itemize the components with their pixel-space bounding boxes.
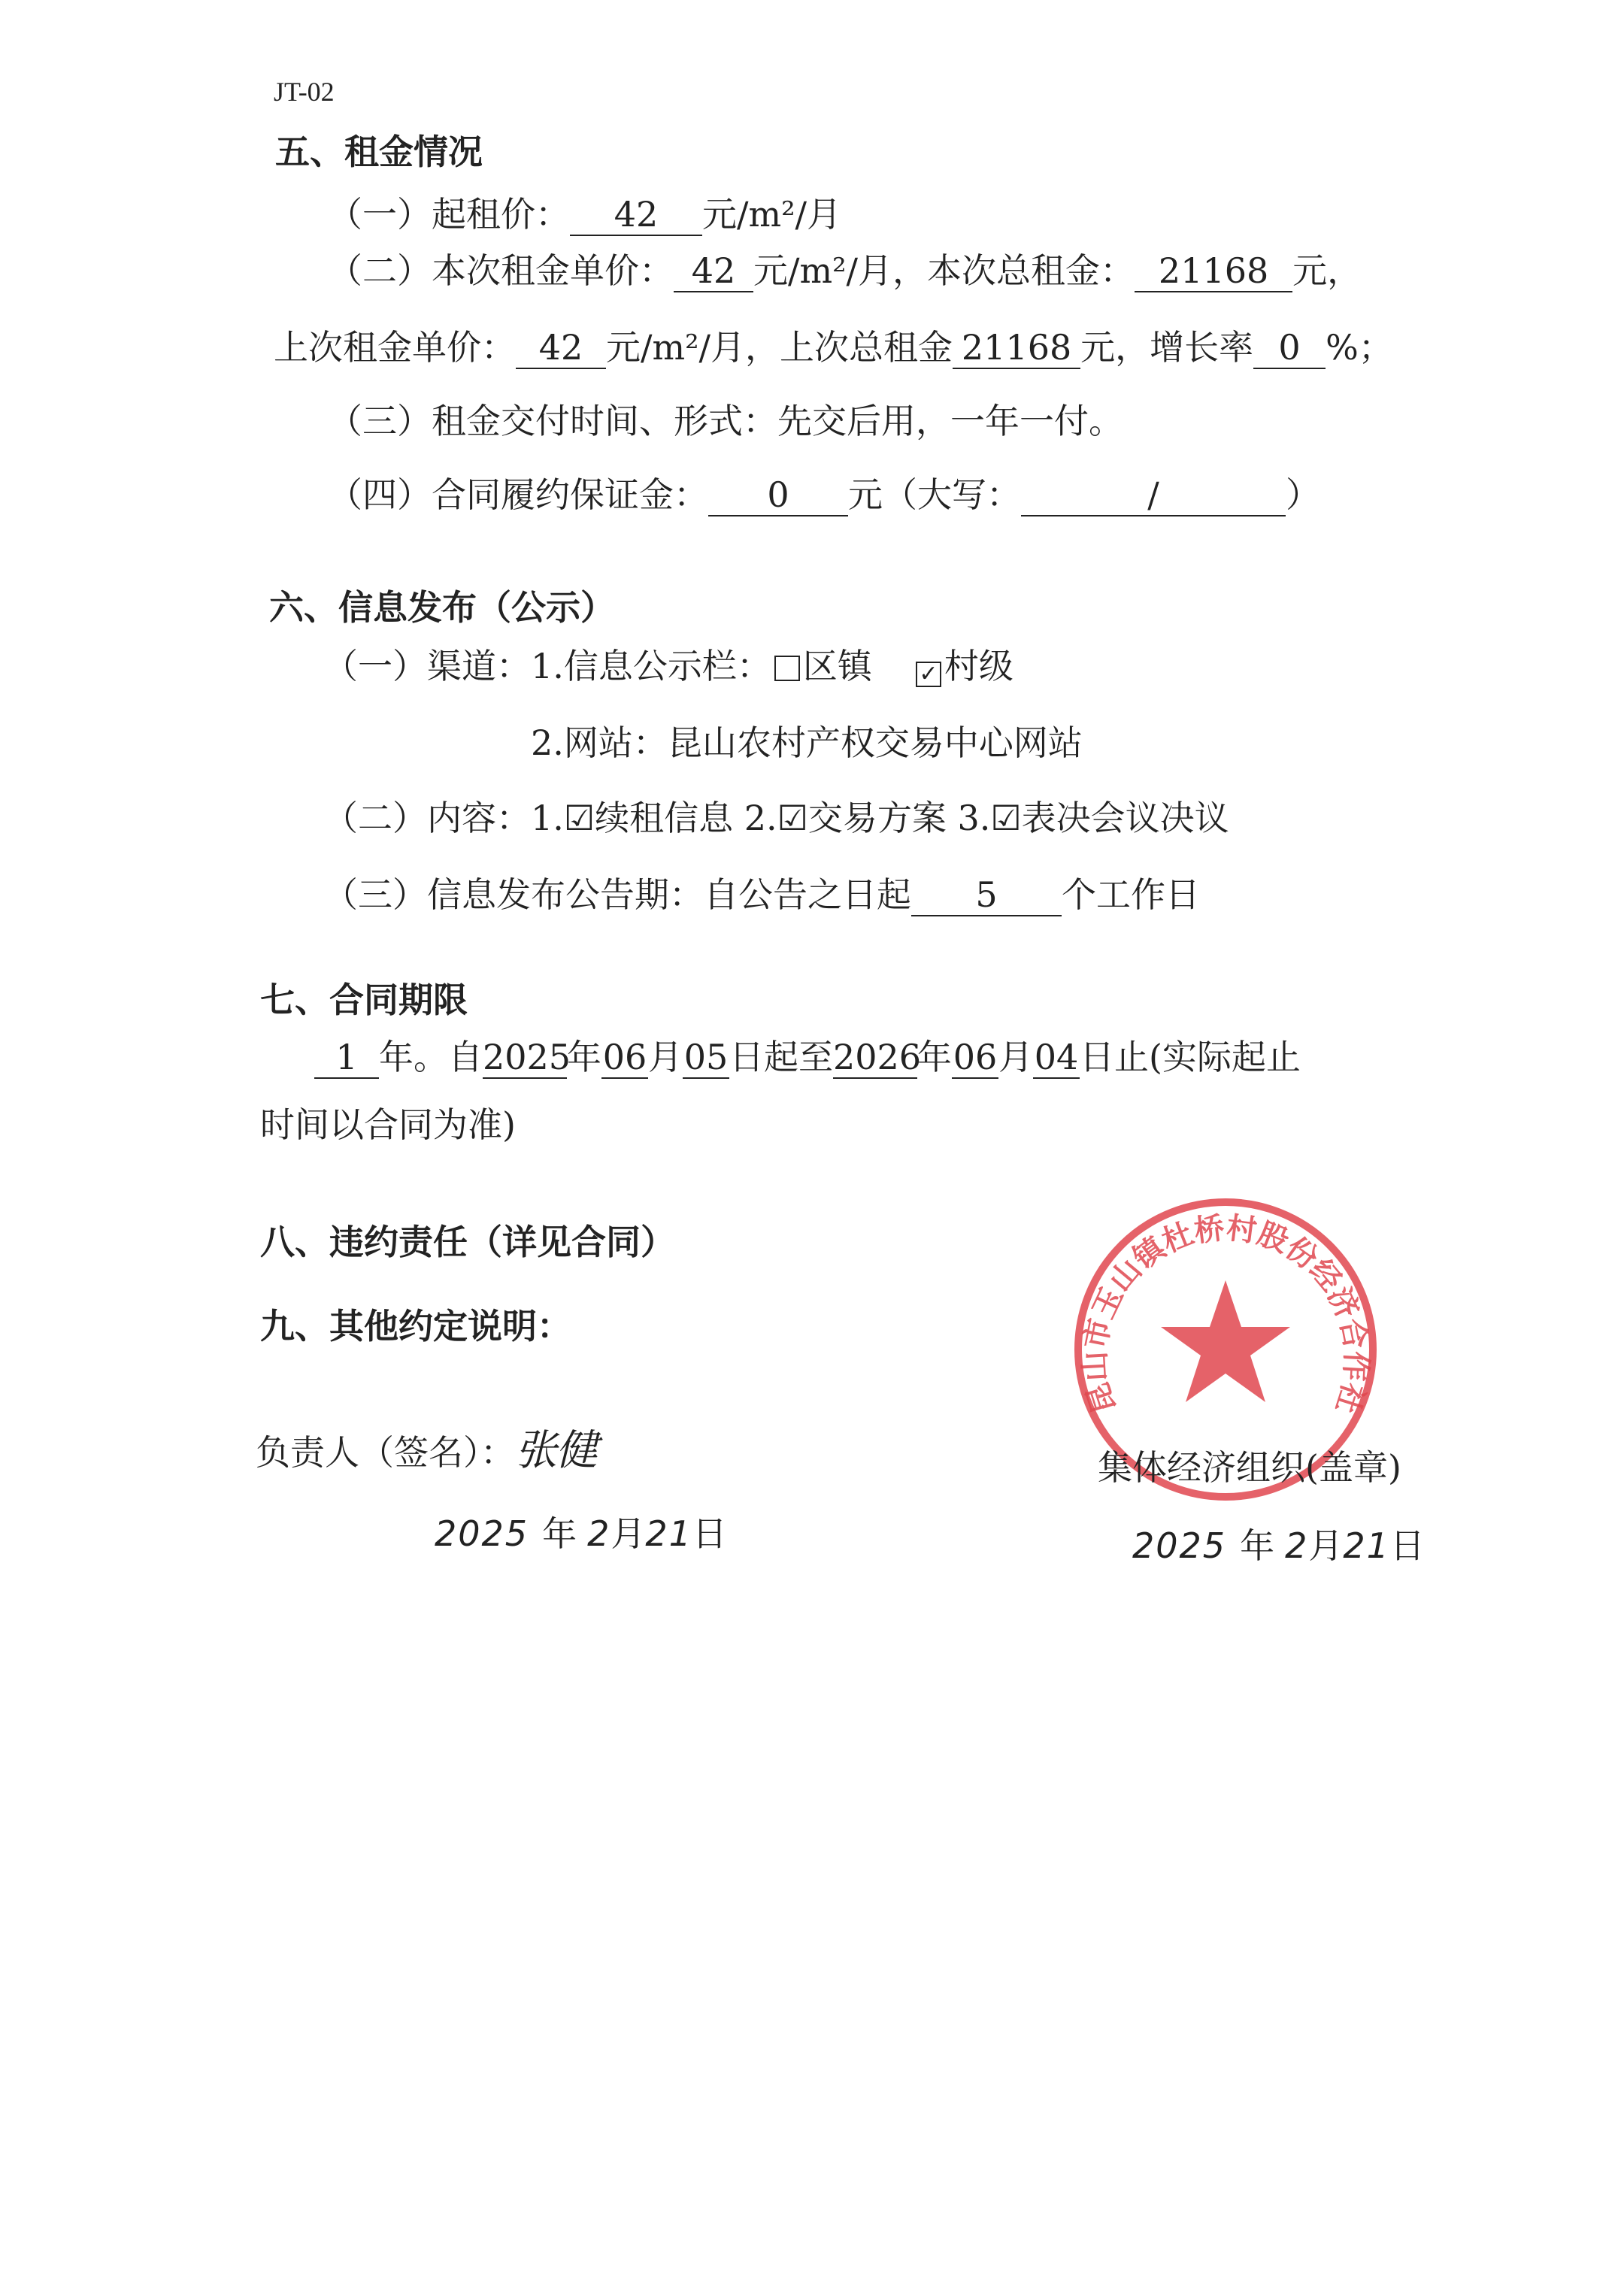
s7-start-month: 06 <box>602 1037 647 1077</box>
s6-l3-label: （二）内容：1. <box>323 798 564 838</box>
section5-title: 五、租金情况 <box>275 132 483 172</box>
s5-l5-value: 0 <box>708 474 848 516</box>
checkbox-village-checked: ✓ <box>916 662 941 687</box>
org-seal-label: 集体经济组织(盖章) <box>1098 1447 1401 1488</box>
check-icon: ☑ <box>563 798 595 838</box>
s7-t4: 日起至 <box>729 1037 833 1077</box>
s5-l3-mid: 元/m²/月，上次总租金 <box>606 327 953 368</box>
s5-l3-value: 42 <box>516 327 606 369</box>
s6-line3 <box>323 795 1229 841</box>
s7-end-day: 04 <box>1034 1037 1079 1077</box>
sign-date-day: 21 <box>645 1513 692 1554</box>
sign-date-t3: 日 <box>692 1513 727 1554</box>
star-icon <box>1161 1280 1290 1402</box>
org-date-t2: 月 <box>1308 1525 1344 1566</box>
signature-line <box>256 1428 596 1475</box>
section8-title: 八、违约责任（详见合同） <box>260 1222 675 1262</box>
s5-l3-total: 21168 <box>953 327 1080 369</box>
s5-l2-value: 42 <box>674 250 753 292</box>
section6-title: 六、信息发布（公示） <box>269 587 615 628</box>
s5-l3-label: 上次租金单价： <box>274 327 516 368</box>
org-date <box>1132 1523 1425 1568</box>
handwritten-signature: 张健 <box>515 1426 596 1475</box>
check-icon: ☑ <box>777 798 808 838</box>
org-date-day: 21 <box>1343 1525 1390 1566</box>
s5-line2 <box>328 248 1362 293</box>
s6-opt-town: 区镇 <box>802 646 872 686</box>
s7-line2: 时间以合同为准) <box>260 1104 516 1145</box>
checkbox-town-unchecked <box>774 656 800 681</box>
s5-l5-label: （四）合同履约保证金： <box>328 474 708 515</box>
org-date-t3: 日 <box>1389 1525 1425 1566</box>
s6-item2: 交易方案 3. <box>807 798 991 838</box>
s7-t3: 月 <box>648 1037 683 1077</box>
s6-line1 <box>323 644 1013 689</box>
s7-end-year: 2026 <box>833 1037 922 1077</box>
s5-line4: （三）租金交付时间、形式：先交后用，一年一付。 <box>328 401 1123 441</box>
s5-l2-total: 21168 <box>1135 250 1292 292</box>
sign-date-t1: 年 <box>542 1513 577 1554</box>
s5-l1-unit: 元/m²/月 <box>702 194 842 235</box>
s6-item3: 表决会议决议 <box>1021 798 1229 838</box>
section7-title: 七、合同期限 <box>260 980 468 1020</box>
s7-t6: 月 <box>998 1037 1033 1077</box>
s5-line3 <box>274 325 1393 370</box>
s5-line1 <box>328 192 841 237</box>
seal-text-path: 昆山市玉山镇杜桥村股份经济合作社 <box>1077 1210 1374 1418</box>
s6-line2: 2.网站：昆山农村产权交易中心网站 <box>531 722 1083 763</box>
s5-l3-mid2: 元，增长率 <box>1080 327 1254 368</box>
s5-l3-end: %； <box>1326 327 1393 368</box>
org-date-t1: 年 <box>1240 1525 1275 1566</box>
s5-l2-mid: 元/m²/月，本次总租金： <box>753 250 1135 291</box>
check-icon: ☑ <box>990 798 1022 838</box>
s5-l1-value: 42 <box>570 194 702 236</box>
s7-line1 <box>314 1034 1301 1080</box>
s7-t1: 年。自 <box>379 1037 483 1077</box>
s7-t2: 年 <box>567 1037 601 1077</box>
s5-l1-label: （一）起租价： <box>328 194 570 235</box>
sign-date-year: 2025 <box>435 1513 529 1554</box>
s6-l1-label: （一）渠道：1.信息公示栏： <box>323 646 771 686</box>
signature-date <box>435 1511 727 1556</box>
signature-label: 负责人（签名）： <box>256 1432 515 1473</box>
section9-title: 九、其他约定说明： <box>260 1306 571 1346</box>
s7-start-year: 2025 <box>483 1037 571 1077</box>
s6-l4-value: 5 <box>911 874 1062 916</box>
s5-line5 <box>328 472 1320 517</box>
s6-opt-village: 村级 <box>944 646 1013 686</box>
document-code: JT-02 <box>274 77 335 107</box>
org-date-year: 2025 <box>1132 1525 1227 1566</box>
s6-line4 <box>323 872 1200 917</box>
s5-l3-rate: 0 <box>1253 327 1326 369</box>
s7-start-day: 05 <box>683 1037 729 1077</box>
s6-item1: 续租信息 2. <box>595 798 777 838</box>
s7-t7: 日止(实际起止 <box>1080 1037 1301 1077</box>
s5-l5-mid: 元（大写： <box>848 474 1021 515</box>
s7-years: 1 <box>314 1037 379 1079</box>
s6-l4-end: 个工作日 <box>1062 874 1200 915</box>
s6-l4-label: （三）信息发布公告期：自公告之日起 <box>323 874 911 915</box>
org-date-month: 2 <box>1285 1525 1309 1566</box>
s5-l2-label: （二）本次租金单价： <box>328 250 674 291</box>
s7-end-month: 06 <box>953 1037 998 1077</box>
s5-l2-end: 元， <box>1292 250 1362 291</box>
s5-l5-end: ） <box>1286 474 1320 515</box>
s5-l5-caps: / <box>1021 474 1286 516</box>
sign-date-t2: 月 <box>611 1513 646 1554</box>
s7-t5: 年 <box>917 1037 952 1077</box>
sign-date-month: 2 <box>587 1513 611 1554</box>
